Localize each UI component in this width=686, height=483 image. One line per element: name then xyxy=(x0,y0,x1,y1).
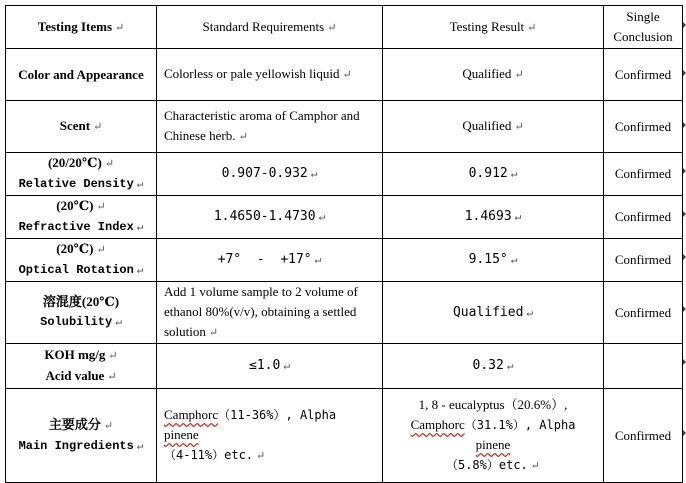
conclusion-cell: Confirmed xyxy=(604,389,683,483)
standard-cell: 1.4650-1.4730 ↵ xyxy=(157,196,383,239)
table-row xyxy=(6,282,683,344)
header-standard-requirements: Standard Requirements ↵ xyxy=(157,6,383,49)
result-cell: Qualified ↵ xyxy=(383,101,604,153)
header-row xyxy=(6,6,683,49)
standard-cell: Add 1 volume sample to 2 volume of ethanol 80%(v/v), obtaining a settled solution ↵ xyxy=(157,282,383,344)
table-row xyxy=(6,196,683,239)
standard-cell: +7° - +17° ↵ xyxy=(157,239,383,282)
conclusion-cell xyxy=(604,344,683,389)
item-scent: Scent ↵ xyxy=(6,101,157,153)
item-acid-value: KOH mg/g ↵ Acid value ↵ xyxy=(6,344,157,389)
standard-cell: Camphorc（11-36%）, Alpha pinene （4-11%）etc. ↵ xyxy=(157,389,383,483)
standard-cell: 0.907-0.932 ↵ xyxy=(157,153,383,196)
item-solubility: 溶混度(20℃) Solubility ↵ xyxy=(6,282,157,344)
item-refractive-index: (20℃) ↵ Refractive Index ↵ xyxy=(6,196,157,239)
result-cell: Qualified ↵ xyxy=(383,282,604,344)
conclusion-cell: Confirmed xyxy=(604,196,683,239)
conclusion-cell: Confirmed xyxy=(604,239,683,282)
standard-cell: Colorless or pale yellowish liquid ↵ xyxy=(157,49,383,101)
standard-cell: Characteristic aroma of Camphor and Chinese herb. ↵ xyxy=(157,101,383,153)
result-cell: 0.912 ↵ xyxy=(383,153,604,196)
result-cell: Qualified ↵ xyxy=(383,49,604,101)
conclusion-cell: Confirmed xyxy=(604,49,683,101)
item-optical-rotation: (20℃) ↵ Optical Rotation ↵ xyxy=(6,239,157,282)
header-testing-items: Testing Items ↵ xyxy=(6,6,157,49)
header-testing-result: Testing Result ↵ xyxy=(383,6,604,49)
table-row xyxy=(6,389,683,483)
result-cell: 1.4693 ↵ xyxy=(383,196,604,239)
table-row xyxy=(6,101,683,153)
testing-report-table xyxy=(5,5,683,483)
header-single-conclusion: Single Conclusion xyxy=(604,6,683,49)
conclusion-cell: Confirmed xyxy=(604,153,683,196)
standard-cell: ≤1.0 ↵ xyxy=(157,344,383,389)
result-cell: 9.15° ↵ xyxy=(383,239,604,282)
table-row xyxy=(6,344,683,389)
conclusion-cell: Confirmed xyxy=(604,282,683,344)
item-color-appearance: Color and Appearance xyxy=(6,49,157,101)
result-cell: 1, 8 - eucalyptus（20.6%）, Camphorc（31.1%）, Alpha pinene （5.8%）etc. ↵ xyxy=(383,389,604,483)
item-main-ingredients: 主要成分 ↵ Main Ingredients ↵ xyxy=(6,389,157,483)
table-row xyxy=(6,49,683,101)
result-cell: 0.32 ↵ xyxy=(383,344,604,389)
item-relative-density: (20/20℃) ↵ Relative Density ↵ xyxy=(6,153,157,196)
table-row xyxy=(6,153,683,196)
table-row xyxy=(6,239,683,282)
conclusion-cell: Confirmed xyxy=(604,101,683,153)
